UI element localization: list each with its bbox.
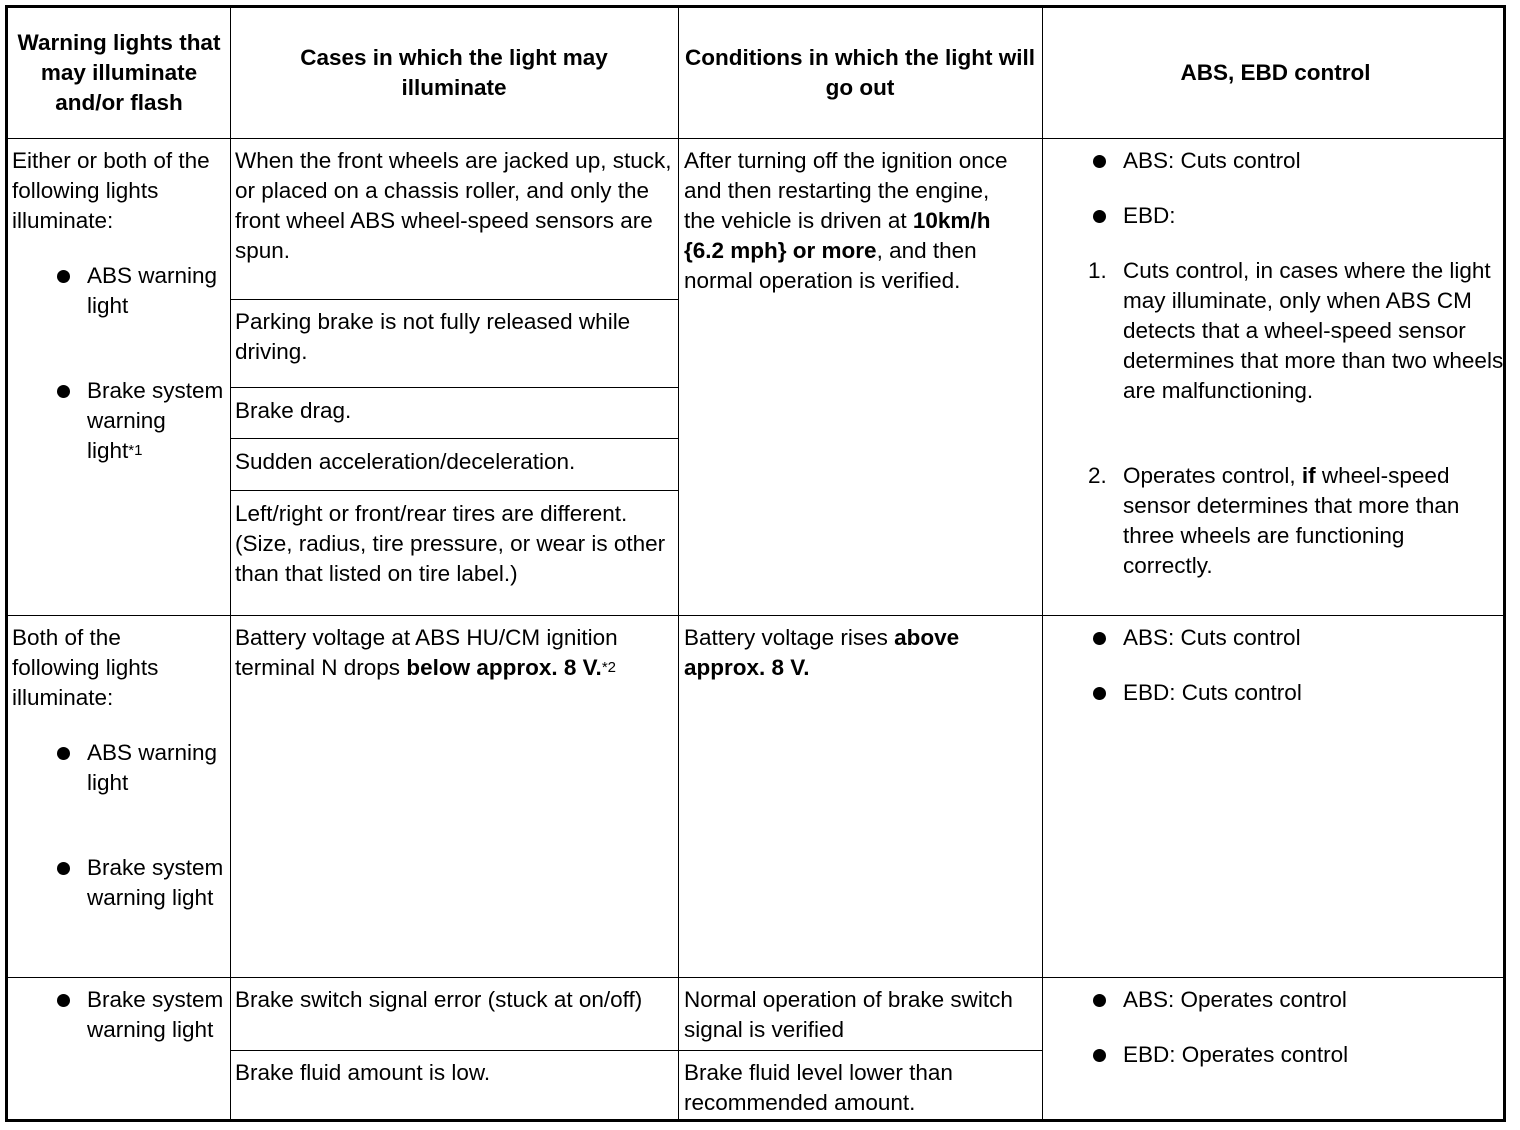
row1-case-4: Sudden acceleration/deceleration. (235, 449, 576, 474)
bullet-icon (57, 385, 70, 398)
row2-light-abs: ABS warning light (87, 740, 218, 795)
bullet-icon (1093, 632, 1106, 645)
row3-case-2: Brake fluid amount is low. (235, 1060, 491, 1085)
row3-condition-1: Normal operation of brake switch signal is verified (684, 987, 1013, 1042)
row1-case-3: Brake drag. (235, 398, 352, 423)
bullet-icon (1093, 1049, 1106, 1062)
column-divider (230, 8, 231, 1119)
column-divider (1042, 8, 1043, 1119)
row2-condition: Battery voltage rises above approx. 8 V. (684, 625, 960, 680)
row3-condition-2: Brake fluid level lower than recommended amount. (684, 1060, 953, 1115)
row-divider (8, 615, 1503, 616)
row2-control-abs: ABS: Cuts control (1123, 625, 1301, 650)
row2-control-ebd: EBD: Cuts control (1123, 680, 1302, 705)
bullet-icon (57, 862, 70, 875)
row1-condition: After turning off the ignition once and then restarting the engine, the vehicle is driven at 10km/h {6.2 mph} or more, and then normal operation is verified. (684, 148, 1008, 293)
row1-control-abs: ABS: Cuts control (1123, 148, 1301, 173)
bullet-icon (57, 270, 70, 283)
bullet-icon (1093, 687, 1106, 700)
row3-light-brake: Brake system warning light (87, 987, 224, 1042)
footnote-1: *1 (128, 442, 143, 459)
header-conditions: Conditions in which the light will go out (685, 45, 1035, 100)
header-control: ABS, EBD control (1180, 60, 1371, 85)
row1-case-2: Parking brake is not fully released while driving. (235, 309, 631, 364)
row-divider (8, 977, 1503, 978)
row1-control-item-1: Cuts control, in cases where the light may illuminate, only when ABS CM detects that a wheel-speed sensor determines that more than two wheels are malfunctioning. (1123, 258, 1504, 403)
row1-light-abs: ABS warning light (87, 263, 218, 318)
header-warning-lights: Warning lights that may illuminate and/or flash (17, 30, 221, 115)
case-divider (230, 299, 678, 300)
row1-case-5: Left/right or front/rear tires are different. (Size, radius, tire pressure, or wear is other than that listed on tire label.) (235, 501, 666, 586)
row3-case-1: Brake switch signal error (stuck at on/off) (235, 987, 643, 1012)
bullet-icon (1093, 155, 1106, 168)
row1-control-ebd: EBD: (1123, 203, 1176, 228)
case-divider (230, 490, 678, 491)
bullet-icon (57, 747, 70, 760)
header-cases: Cases in which the light may illuminate (300, 45, 608, 100)
bullet-icon (1093, 210, 1106, 223)
column-divider (678, 8, 679, 1119)
case-divider (230, 438, 678, 439)
case-divider (230, 387, 678, 388)
row1-light-brake: Brake system warning light$^{*1}$ (87, 378, 224, 463)
row2-case: Battery voltage at ABS HU/CM ignition terminal N drops below approx. 8 V.$^{*2}$ (235, 625, 618, 680)
warning-light-table (5, 5, 1506, 1122)
row3-control-ebd: EBD: Operates control (1123, 1042, 1349, 1067)
bullet-icon (57, 994, 70, 1007)
row2-light-brake: Brake system warning light (87, 855, 224, 910)
row1-lights-intro: Either or both of the following lights illuminate: (12, 148, 210, 233)
bullet-icon (1093, 994, 1106, 1007)
footnote-2: *2 (601, 659, 616, 676)
list-number: 2. (1088, 463, 1107, 488)
list-number: 1. (1088, 258, 1107, 283)
row2-lights-intro: Both of the following lights illuminate: (12, 625, 159, 710)
case-divider (230, 1050, 1042, 1051)
row1-control-item-2: Operates control, if wheel-speed sensor determines that more than three wheels are functioning correctly. (1123, 463, 1460, 578)
row-divider (8, 138, 1503, 139)
row3-control-abs: ABS: Operates control (1123, 987, 1347, 1012)
row1-case-1: When the front wheels are jacked up, stuck, or placed on a chassis roller, and only the front wheel ABS wheel-speed sensors are spun. (235, 148, 672, 263)
